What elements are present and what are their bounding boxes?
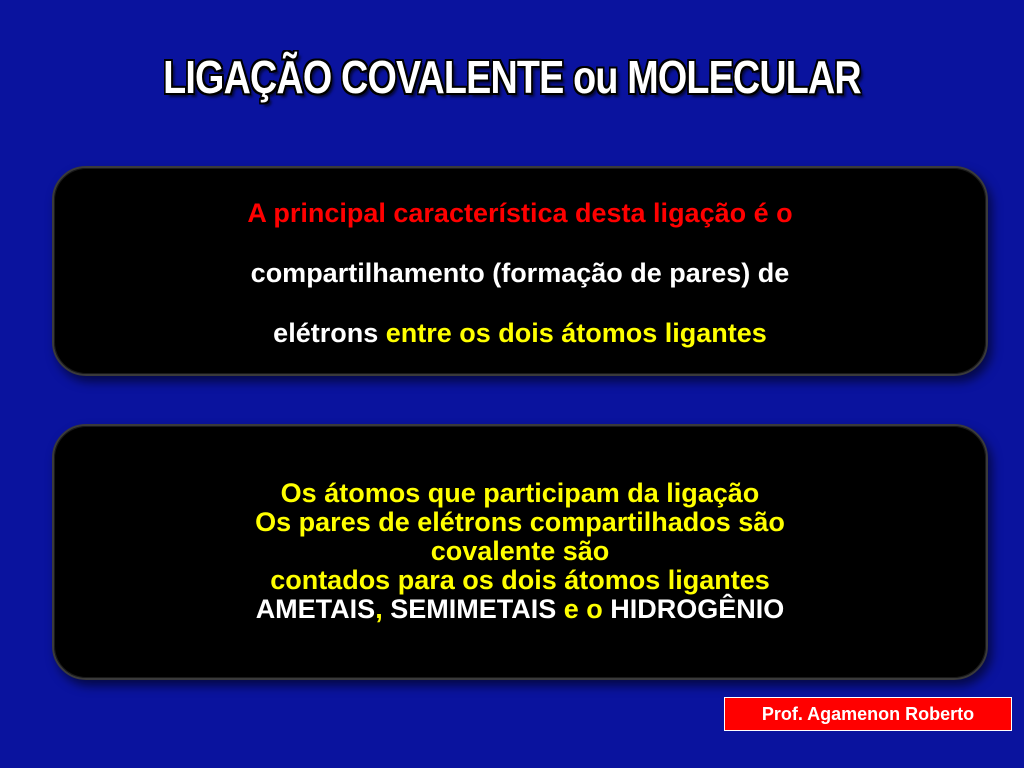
definition-line-2: compartilhamento (formação de pares) de bbox=[250, 258, 790, 288]
element-group-hidrogenio: HIDROGÊNIO bbox=[610, 594, 785, 624]
participants-overlap-row bbox=[54, 566, 986, 595]
element-group-ametais: AMETAIS bbox=[255, 594, 376, 624]
definition-line-1: A principal característica desta ligação é o bbox=[247, 198, 793, 228]
definition-line-3-yellow: entre os dois átomos ligantes bbox=[385, 318, 767, 348]
definition-line-3 bbox=[54, 303, 986, 363]
conjunction-text: e o bbox=[563, 594, 603, 624]
definition-line-3-white: elétrons bbox=[273, 318, 379, 348]
element-group-semimetais: SEMIMETAIS bbox=[390, 594, 557, 624]
author-credit-badge: Prof. Agamenon Roberto bbox=[724, 697, 1012, 731]
participants-box bbox=[52, 424, 988, 680]
participants-line-1: Os átomos que participam da ligação bbox=[280, 478, 760, 508]
participants-line-2: Os pares de elétrons compartilhados são bbox=[255, 507, 785, 537]
slide-title: LIGAÇÃO COVALENTE ou MOLECULAR bbox=[163, 51, 861, 103]
participants-line-3: covalente são bbox=[430, 536, 610, 566]
separator-comma: , bbox=[375, 594, 383, 624]
participants-line-5 bbox=[54, 595, 986, 624]
definition-box bbox=[52, 166, 988, 376]
participants-line-4: contados para os dois átomos ligantes bbox=[270, 565, 770, 595]
